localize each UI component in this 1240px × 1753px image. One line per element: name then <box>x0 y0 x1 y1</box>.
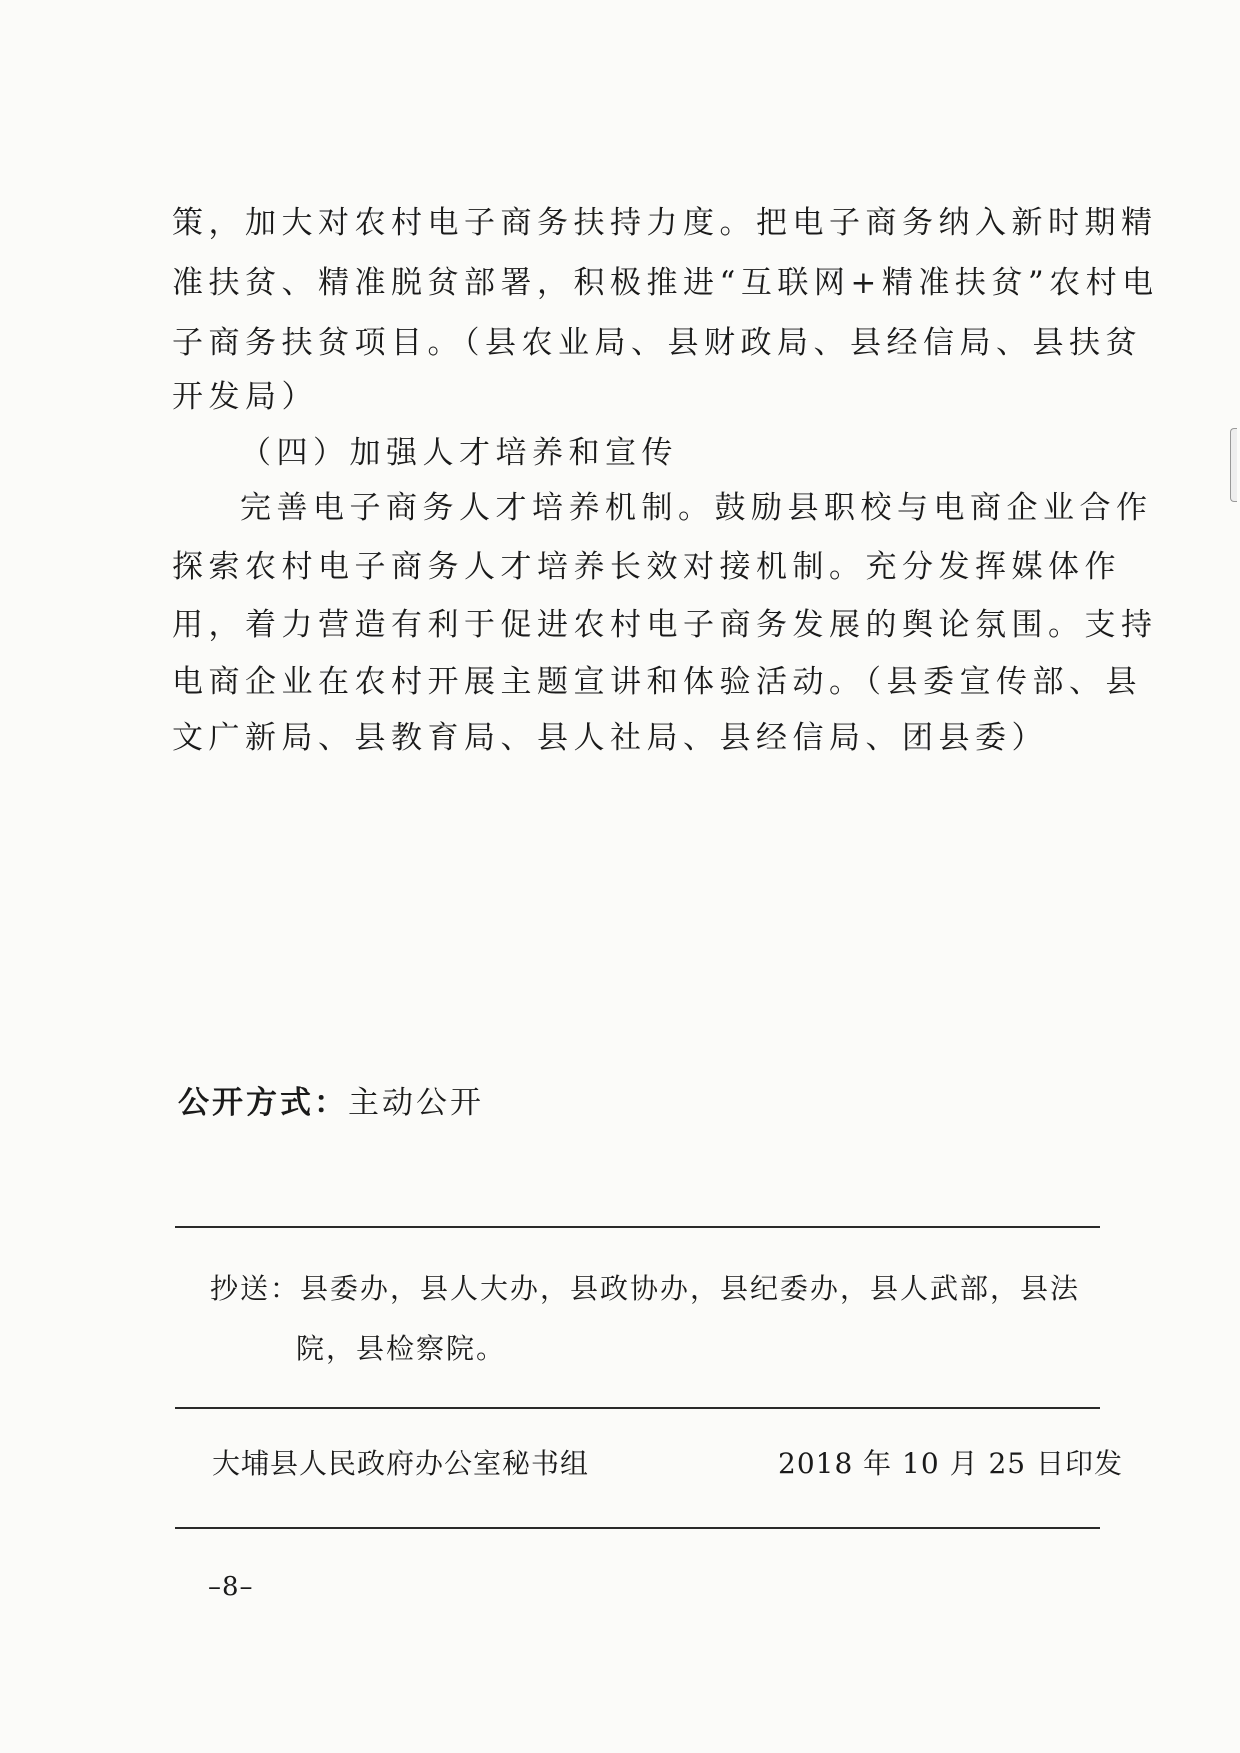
body-line-7: 探索农村电子商务人才培养长效对接机制。充分发挥媒体作 <box>172 549 1121 585</box>
divider-middle <box>175 1407 1100 1409</box>
divider-bottom <box>175 1527 1100 1529</box>
body-line-6: 完善电子商务人才培养机制。鼓励县职校与电商企业合作 <box>240 490 1153 526</box>
issuing-office: 大埔县人民政府办公室秘书组 <box>212 1447 590 1480</box>
issue-date: 2018 年 10 月 25 日印发 <box>778 1447 1124 1480</box>
body-line-3: 子商务扶贫项目。（县农业局、县财政局、县经信局、县扶贫 <box>172 325 1142 361</box>
disclosure-value: 主动公开 <box>348 1085 484 1121</box>
scan-edge-mark <box>1230 428 1237 502</box>
cc-line-2: 院，县检察院。 <box>296 1332 507 1365</box>
divider-top <box>175 1226 1100 1228</box>
body-line-1: 策，加大对农村电子商务扶持力度。把电子商务纳入新时期精 <box>172 205 1158 241</box>
body-line-4: 开发局） <box>172 379 318 415</box>
body-line-10: 文广新局、县教育局、县人社局、县经信局、团县委） <box>172 720 1048 756</box>
page-number: –8– <box>208 1572 254 1602</box>
section-heading: （四）加强人才培养和宣传 <box>240 435 678 471</box>
disclosure-label: 公开方式： <box>178 1085 348 1121</box>
body-line-8: 用，着力营造有利于促进农村电子商务发展的舆论氛围。支持 <box>172 607 1158 643</box>
disclosure-line <box>178 1085 484 1121</box>
body-line-2: 准扶贫、精准脱贫部署，积极推进“互联网+精准扶贫”农村电 <box>172 265 1159 301</box>
cc-line-1: 抄送：县委办，县人大办，县政协办，县纪委办，县人武部，县法 <box>210 1272 1081 1305</box>
body-line-9: 电商企业在农村开展主题宣讲和体验活动。（县委宣传部、县 <box>172 664 1142 700</box>
